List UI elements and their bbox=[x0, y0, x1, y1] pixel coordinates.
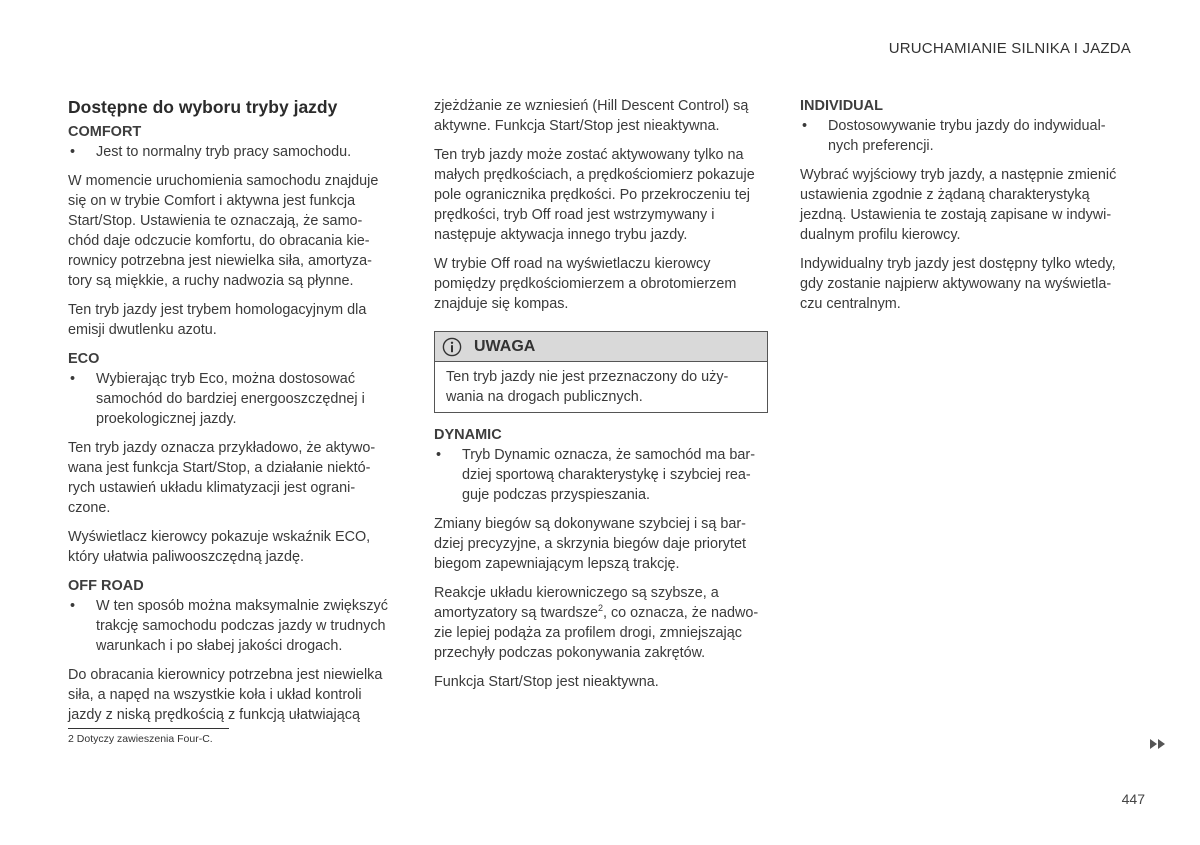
page-number: 447 bbox=[1121, 791, 1145, 807]
individual-paragraph-1: Wybrać wyjściowy tryb jazdy, a następnie zmienić ustawienia zgodnie z żądaną charakterystyką jezdną. Ustawienia te zostają zapisane w indywi- dualnym profilu kierowcy. bbox=[800, 167, 1117, 243]
footnote-marker: 2 bbox=[597, 603, 603, 614]
eco-bullet: • Wybierając tryb Eco, można dostosować samochód do bardziej energooszczędnej i proekologicznej jazdy. bbox=[70, 371, 365, 427]
info-icon bbox=[442, 337, 462, 357]
dynamic-heading: DYNAMIC bbox=[434, 427, 502, 443]
individual-paragraph-2: Indywidualny tryb jazdy jest dostępny tylko wtedy, gdy zostanie najpierw aktywowany na wyświetla- czu centralnym. bbox=[800, 256, 1116, 312]
comfort-paragraph-2: Ten tryb jazdy jest trybem homologacyjnym dla emisji dwutlenku azotu. bbox=[68, 302, 367, 338]
offroad-continued-paragraph: zjeżdżanie ze wzniesień (Hill Descent Control) są aktywne. Funkcja Start/Stop jest nieaktywna. bbox=[434, 98, 749, 134]
dynamic-paragraph-3: Funkcja Start/Stop jest nieaktywna. bbox=[434, 674, 659, 690]
dynamic-bullet: • Tryb Dynamic oznacza, że samochód ma bar- dziej sportową charakterystykę i szybciej rea- guje podczas przyspieszania. bbox=[436, 447, 755, 503]
footnote-number: 2 bbox=[68, 733, 74, 745]
note-header bbox=[435, 332, 767, 362]
section-title: Dostępne do wyboru tryby jazdy bbox=[68, 97, 338, 117]
individual-heading: INDIVIDUAL bbox=[800, 98, 883, 114]
eco-paragraph-1: Ten tryb jazdy oznacza przykładowo, że aktywo- wana jest funkcja Start/Stop, a działanie niektó- rych ustawień układu klimatyzacji jest ograni- czone. bbox=[68, 440, 376, 516]
bullet-icon: • bbox=[70, 598, 76, 614]
bullet-icon: • bbox=[436, 447, 442, 463]
column-3 bbox=[800, 96, 1132, 323]
comfort-heading: COMFORT bbox=[68, 124, 142, 140]
bullet-icon: • bbox=[802, 118, 808, 134]
column-1 bbox=[68, 96, 400, 734]
offroad-bullet: • W ten sposób można maksymalnie zwiększyć trakcję samochodu podczas jazdy w trudnych warunkach i po słabej jakości drogach. bbox=[70, 598, 388, 654]
eco-paragraph-2: Wyświetlacz kierowcy pokazuje wskaźnik ECO, który ułatwia paliwooszczędną jazdę. bbox=[68, 529, 371, 565]
individual-bullet: • Dostosowywanie trybu jazdy do indywidual- nych preferencji. bbox=[802, 118, 1106, 154]
comfort-bullet: • Jest to normalny tryb pracy samochodu. bbox=[70, 144, 352, 160]
double-arrow-right-icon bbox=[1150, 736, 1166, 754]
offroad-paragraph-1: Do obracania kierownicy potrzebna jest niewielka siła, a napęd na wszystkie koła i układ kontroli jazdy z niską prędkością z funkcją ułatwiającą bbox=[68, 667, 383, 723]
dynamic-paragraph-2: Reakcje układu kierowniczego są szybsze, a amortyzatory są twardsze$^2$, co oznacza, że nadwo- zie lepiej podąża za profilem drogi, zmniejszając przechyły podczas pokonywania zakrętów. bbox=[434, 585, 759, 661]
offroad-compass-paragraph: W trybie Off road na wyświetlaczu kierowcy pomiędzy prędkościomierzem a obrotomierzem znajduje się kompas. bbox=[434, 256, 737, 312]
comfort-paragraph-1: W momencie uruchomienia samochodu znajduje się on w trybie Comfort i aktywna jest funkcja Start/Stop. Ustawienia te oznaczają, że samo- chód daje odczucie komfortu, do obracania kie- rownicy potrzebna jest niewielka siła, amortyza- tory są miękkie, a ruchy nadwozia są płynne. bbox=[68, 173, 379, 289]
bullet-icon: • bbox=[70, 371, 76, 387]
note-text: Ten tryb jazdy nie jest przeznaczony do uży- wania na drogach publicznych. bbox=[446, 369, 729, 405]
note-body bbox=[435, 362, 767, 412]
header-title: URUCHAMIANIE SILNIKA I JAZDA bbox=[888, 40, 1131, 57]
footnote bbox=[68, 733, 213, 745]
footnote-divider bbox=[68, 728, 229, 729]
column-2 bbox=[434, 96, 768, 701]
offroad-heading: OFF ROAD bbox=[68, 578, 144, 594]
dynamic-paragraph-1: Zmiany biegów są dokonywane szybciej i są bar- dziej precyzyjne, a skrzynia biegów daje priorytet biegom zapewniającym lepszą trakcję. bbox=[434, 516, 746, 572]
note-box bbox=[434, 331, 768, 413]
footnote-text: Dotyczy zawieszenia Four-C. bbox=[76, 733, 213, 745]
offroad-speed-paragraph: Ten tryb jazdy może zostać aktywowany tylko na małych prędkościach, a prędkościomierz pokazuje pole ogranicznika prędkości. Po przekroczeniu tej prędkości, tryb Off road jest wstrzymywany i następuje aktywacja innego trybu jazdy. bbox=[434, 147, 755, 243]
eco-heading: ECO bbox=[68, 351, 100, 367]
bullet-icon: • bbox=[70, 144, 76, 160]
note-label: UWAGA bbox=[474, 337, 536, 355]
